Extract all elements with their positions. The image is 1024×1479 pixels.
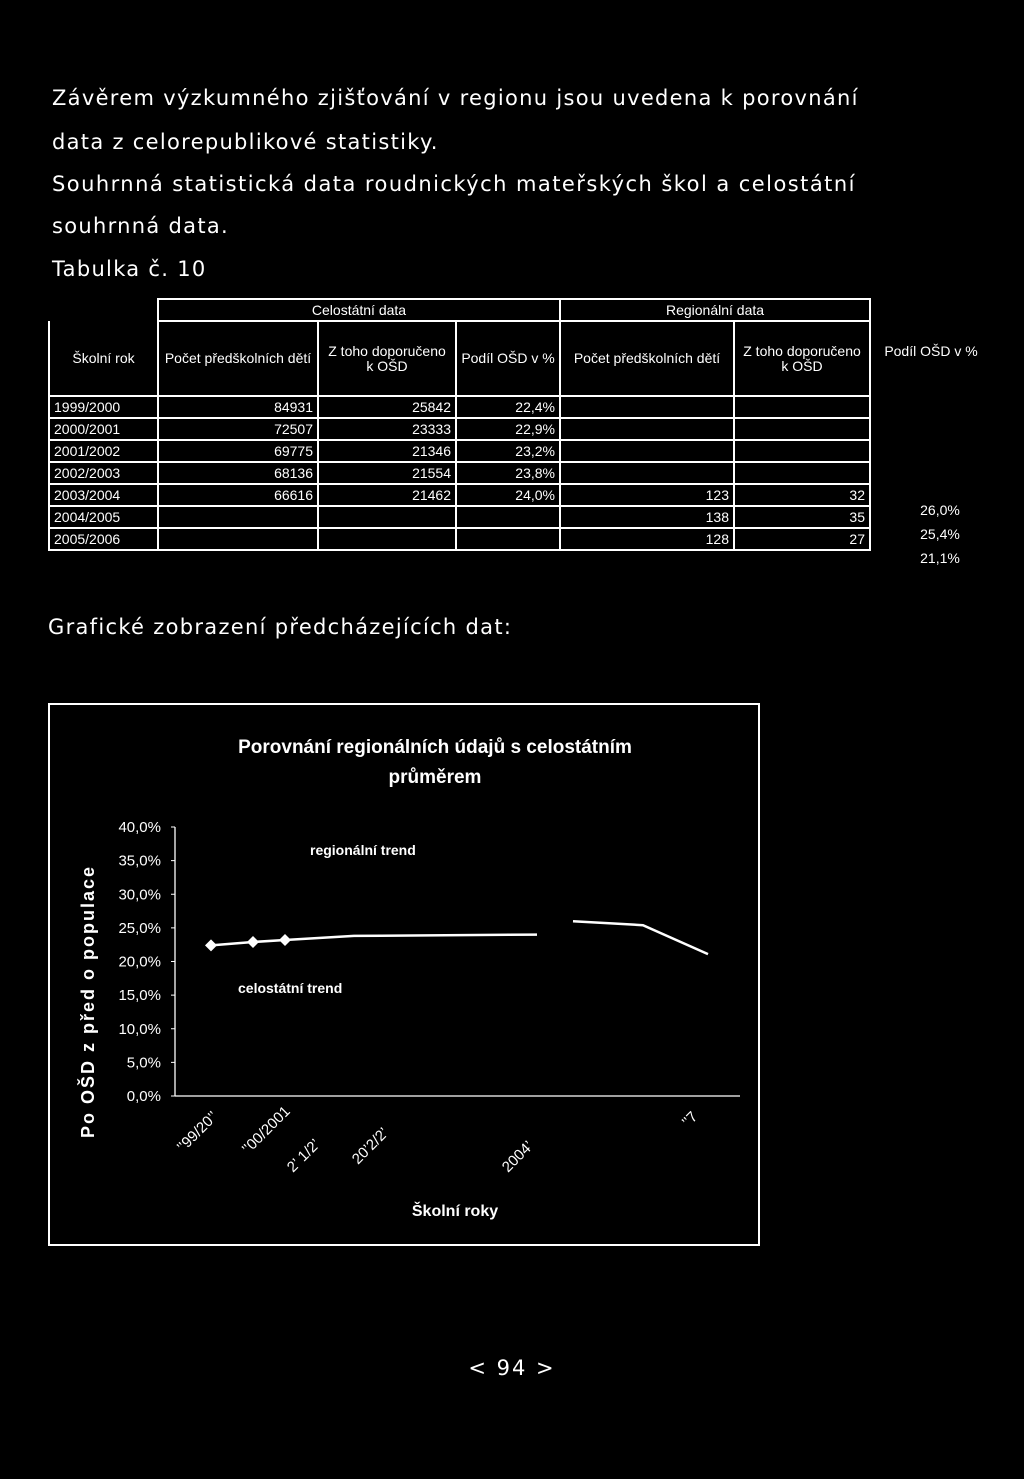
y-axis-label: Po OŠD z před o populace (78, 864, 98, 1139)
series-point-0 (205, 939, 217, 951)
cell-count: 69775 (158, 440, 318, 462)
x-tick-label: 2004’ (498, 1137, 537, 1176)
cell-reg-count: 123 (560, 484, 734, 506)
cell-reg-count (560, 418, 734, 440)
chart-title-line-2: průměrem (388, 767, 482, 788)
cell-year: 2003/2004 (49, 484, 158, 506)
x-tick-label: ’’00/2001 (238, 1102, 294, 1158)
table-row (49, 396, 870, 418)
x-tick-label: 2’ 1/2’ (283, 1135, 324, 1176)
series-line-1 (573, 921, 708, 954)
y-tick-label: 20,0% (118, 953, 161, 971)
cell-reg-count: 128 (560, 528, 734, 550)
table-row (49, 506, 870, 528)
x-tick-label: ’’7 (678, 1108, 702, 1131)
header-regional-count: Počet předškolních dětí (560, 321, 734, 396)
cell-recommended: 21346 (318, 440, 456, 462)
cell-recommended (318, 506, 456, 528)
cell-recommended: 21554 (318, 462, 456, 484)
cell-reg-recommended (734, 462, 870, 484)
table-row (49, 528, 870, 550)
header-national-recommended: Z toho doporučeno k OŠD (318, 321, 456, 396)
cell-count: 72507 (158, 418, 318, 440)
cell-share: 23,2% (456, 440, 560, 462)
cell-share: 22,4% (456, 396, 560, 418)
cell-count: 68136 (158, 462, 318, 484)
cell-share: 23,8% (456, 462, 560, 484)
y-tick-label: 15,0% (118, 987, 161, 1005)
cell-year: 2002/2003 (49, 462, 158, 484)
y-tick-label: 40,0% (118, 819, 161, 836)
table-row (49, 484, 870, 506)
y-tick-label: 0,0% (126, 1088, 161, 1105)
y-tick-label: 5,0% (126, 1054, 161, 1072)
y-tick-label: 30,0% (118, 886, 161, 904)
cell-reg-recommended (734, 440, 870, 462)
cell-reg-recommended (734, 418, 870, 440)
cell-reg-recommended: 27 (734, 528, 870, 550)
comparison-chart (48, 703, 760, 1246)
header-national-data: Celostátní data (158, 299, 560, 321)
page-number: < 94 > (468, 1356, 556, 1380)
intro-line-1: Závěrem výzkumného zjišťování v regionu jsou uvedena k porovnání (52, 86, 859, 110)
x-tick-label: 20’2/2’ (348, 1124, 393, 1168)
cell-reg-recommended: 35 (734, 506, 870, 528)
y-tick-label: 10,0% (118, 1020, 161, 1038)
header-national-count: Počet předškolních dětí (158, 321, 318, 396)
header-regional-data: Regionální data (560, 299, 870, 321)
cell-share (456, 506, 560, 528)
cell-count (158, 506, 318, 528)
cell-reg-recommended (734, 396, 870, 418)
cell-recommended: 23333 (318, 418, 456, 440)
cell-share (456, 528, 560, 550)
cell-share: 24,0% (456, 484, 560, 506)
statistics-table (48, 298, 871, 551)
cell-year: 1999/2000 (49, 396, 158, 418)
cell-count (158, 528, 318, 550)
x-axis-label: Školní roky (411, 1203, 499, 1220)
cell-year: 2001/2002 (49, 440, 158, 462)
cell-share: 22,9% (456, 418, 560, 440)
cell-count: 84931 (158, 396, 318, 418)
regional-share-value: 25,4% (920, 526, 960, 542)
intro-line-4: souhrnná data. (52, 214, 230, 238)
cell-reg-count (560, 462, 734, 484)
cell-recommended: 21462 (318, 484, 456, 506)
cell-year: 2004/2005 (49, 506, 158, 528)
cell-year: 2000/2001 (49, 418, 158, 440)
y-tick-label: 25,0% (118, 919, 161, 937)
table-row (49, 418, 870, 440)
cell-reg-count: 138 (560, 506, 734, 528)
header-school-year: Školní rok (49, 321, 158, 396)
cell-count: 66616 (158, 484, 318, 506)
regional-share-value: 21,1% (920, 550, 960, 566)
cell-recommended: 25842 (318, 396, 456, 418)
cell-reg-count (560, 396, 734, 418)
chart-title: Porovnání regionálních údajů s celostátním (238, 737, 632, 758)
header-regional-share: Podíl OŠD v % (884, 343, 978, 359)
cell-year: 2005/2006 (49, 528, 158, 550)
cell-reg-count (560, 440, 734, 462)
intro-line-3: Souhrnná statistická data roudnických mateřských škol a celostátní (52, 172, 856, 196)
table-caption: Tabulka č. 10 (52, 257, 207, 281)
table-corner (49, 299, 158, 321)
table-row (49, 462, 870, 484)
series-line-0 (211, 935, 537, 946)
series-point-0 (247, 936, 259, 948)
chart-intro: Grafické zobrazení předcházejících dat: (48, 615, 513, 639)
x-tick-label: ’’99/20’’ (173, 1108, 222, 1156)
y-tick-label: 35,0% (118, 852, 161, 870)
annotation-regional-trend: regionální trend (310, 842, 416, 858)
regional-share-value: 26,0% (920, 502, 960, 518)
cell-recommended (318, 528, 456, 550)
header-regional-recommended: Z toho doporučeno k OŠD (734, 321, 870, 396)
annotation-national-trend: celostátní trend (238, 980, 343, 996)
series-point-0 (279, 934, 291, 946)
header-national-share: Podíl OŠD v % (456, 321, 560, 396)
cell-reg-recommended: 32 (734, 484, 870, 506)
table-row (49, 440, 870, 462)
intro-line-2: data z celorepublikové statistiky. (52, 130, 439, 154)
